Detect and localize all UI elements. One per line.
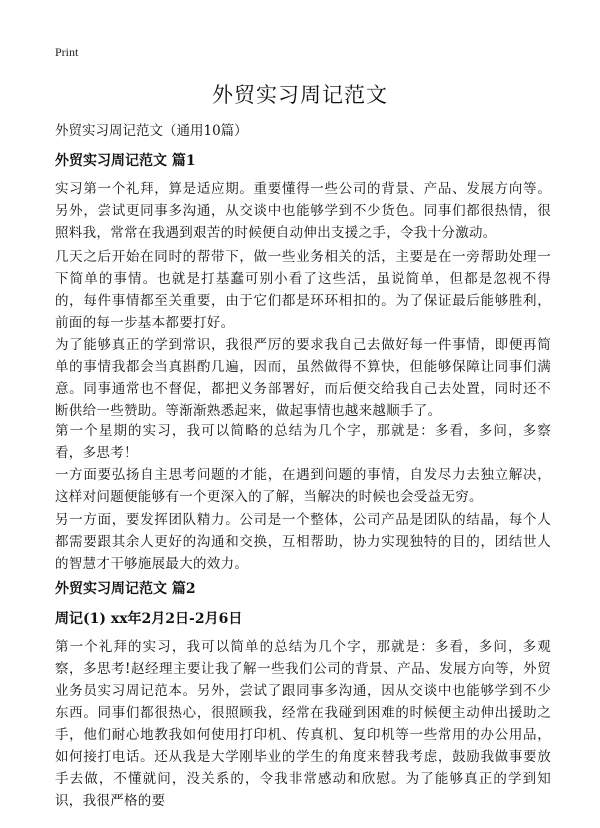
section-heading-2: 外贸实习周记范文 篇2 — [55, 581, 196, 597]
document-subtitle: 外贸实习周记范文（通用10篇） — [55, 123, 248, 139]
paragraph: 几天之后开始在同时的帮带下，做一些业务相关的活，主要是在一旁帮助处理一下简单的事情。也就是打基蠢可别小看了这些活，虽说简单，但都是忽视不得的，每件事情都至关重要，由于它们都是环环相扣的。为了保证最后能够胜利，前面的每一步基本都要打好。 — [55, 249, 551, 331]
paragraph: 为了能够真正的学到常识，我很严厉的要求我自己去做好每一件事情，即便再简单的事情我都会当真斟酌几遍，因而，虽然做得不算快，但能够保障让同事们满意。同事通常也不督促，都把义务部署好，而后便交给我自己去处置，同时还不断供给一些赞助。等渐渐熟悉起来，做起事情也越来越顺手了。 — [55, 337, 551, 419]
section-subheading: 周记(1) xx年2月2日-2月6日 — [55, 611, 243, 627]
print-link[interactable]: Print — [55, 45, 79, 59]
paragraph: 实习第一个礼拜，算是适应期。重要懂得一些公司的背景、产品、发展方向等。另外，尝试更同事多沟通，从交谈中也能够学到不少货色。同事们都很热情，很照料我，常常在我遇到艰苦的时候便自动伸出支援之手，令我十分激动。 — [55, 181, 551, 241]
paragraph: 第一个星期的实习，我可以简略的总结为几个字，那就是：多看，多问，多察看，多思考！ — [55, 423, 551, 461]
page-title: 外贸实习周记范文 — [212, 83, 388, 107]
paragraph: 另一方面，要发挥团队精力。公司是一个整体，公司产品是团队的结晶，每个人都需要跟其余人更好的沟通和交换，互相帮助，协力实现独特的目的，团结世人的智慧才干够施展最大的效力。 — [55, 512, 551, 572]
section-heading-1: 外贸实习周记范文 篇1 — [55, 153, 196, 169]
paragraph: 第一个礼拜的实习，我可以简单的总结为几个字，那就是：多看，多问，多观察，多思考!赵经理主要让我了解一些我们公司的背景、产品、发展方向等，外贸业务员实习周记范本。另外，尝试了跟同事多沟通，因从交谈中也能够学到不少东西。同事们都很热心，很照顾我，经常在我碰到困难的时候便主动伸出援助之手，他们耐心地教我如何使用打印机、传真机、复印机等一些常用的办公用品，如何接打电话。还从我是大学刚毕业的学生的角度来替我考虑，鼓励我做事要放手去做，不懂就问，没关系的，令我非常感动和欣慰。为了能够真正的学到知识，我很严格的要 — [55, 639, 551, 809]
paragraph: 一方面要弘扬自主思考问题的才能，在遇到问题的事情，自发尽力去独立解决，这样对问题便能够有一个更深入的了解，当解决的时候也会受益无穷。 — [55, 467, 551, 505]
